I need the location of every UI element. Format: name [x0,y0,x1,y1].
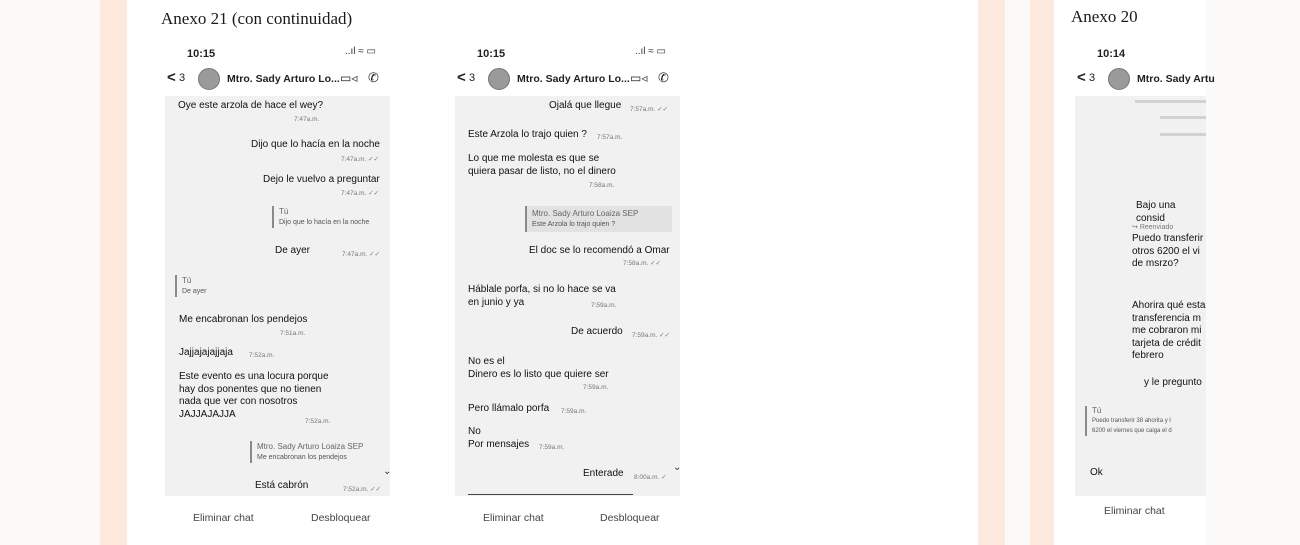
message-text: Pero llámalo porfa [468,403,550,414]
unblock-button[interactable]: Desbloquear [311,512,371,524]
message-time: 8:00a.m. ✓ [634,474,667,481]
message-time: 7:47a.m. [294,116,320,123]
status-time: 10:15 [187,48,216,60]
quote-text: Me encabronan los pendejos [257,454,347,461]
message-text: De acuerdo [571,326,623,337]
message-text: Me encabronan los pendejos [179,314,308,325]
chat-header [455,67,680,91]
message-time: 7:52a.m. ✓✓ [343,486,381,493]
quote-author: Tú [1092,406,1102,415]
back-chevron-icon[interactable]: < [167,69,176,86]
chat-header [1075,67,1300,91]
anexo-20-title: Anexo 20 [1071,7,1138,26]
quote-text: Dijo que lo hacía en la noche [279,219,370,226]
message-time: 7:59a.m. [583,384,609,391]
chat-area [1075,96,1206,496]
status-time: 10:14 [1097,48,1126,60]
scroll-down-chevron-icon[interactable]: ⌄ [383,466,392,477]
unblock-button[interactable]: Desbloquear [600,512,660,524]
message-text: Dijo que lo hacía en la noche [251,139,380,150]
forwarded-text: Reenviado [1139,224,1174,231]
message-time: 7:59a.m. [539,444,565,451]
message-text: Oye este arzola de hace el wey? [178,100,324,111]
status-time: 10:15 [477,48,506,60]
quote-text: De ayer [182,288,207,295]
unread-count: 3 [469,72,476,84]
message-text: No es el Dinero es lo listo que quiere ser [468,356,609,380]
message-text: Háblale porfa, si no lo hace se va en junio y ya [468,284,616,308]
phone-screenshot-1 [165,40,390,535]
phone-call-icon[interactable]: ✆ [368,70,379,85]
phone-screenshot-2 [455,40,680,535]
message-time: 7:51a.m. [280,330,306,337]
quoted-reply [272,206,389,228]
status-icons: ..ıl ≈ ▭ [634,46,666,57]
message-text: Enterade [583,468,624,479]
quoted-reply [175,275,302,297]
message-time: 7:59a.m. [561,408,587,415]
message-text: Lo que me molesta es que se quiera pasar de listo, no el dinero [468,153,616,177]
video-call-icon[interactable]: ▭◃ [630,71,648,85]
avatar[interactable] [198,68,220,90]
blurred-attachment-line [1135,100,1206,103]
unread-count: 3 [179,72,186,84]
quote-author: Mtro. Sady Arturo Loaiza SEP [257,442,364,451]
chat-area [165,96,390,496]
message-text: Está cabrón [255,480,309,491]
quoted-reply [525,206,672,232]
avatar[interactable] [488,68,510,90]
forwarded-label: ↪ Reenviado [1132,224,1174,231]
chat-header [165,67,390,91]
video-call-icon[interactable]: ▭◃ [340,71,358,85]
divider [468,494,633,495]
message-time: 7:57a.m. [597,134,623,141]
avatar[interactable] [1108,68,1130,90]
scroll-down-chevron-icon[interactable]: ⌄ [673,462,682,473]
delete-chat-button[interactable]: Eliminar chat [483,512,544,524]
message-text: Puedo transferir otros 6200 el vi de msrzo? [1132,233,1204,269]
chat-area [455,96,680,496]
contact-name[interactable]: Mtro. Sady Arturo Lo... [517,73,630,85]
quote-author: Tú [279,207,289,216]
message-text: Ojalá que llegue [549,100,622,111]
message-text: Jajjajajajjaja [179,347,233,358]
message-text: No Por mensajes [468,426,530,450]
phone-screenshot-3 [1075,40,1215,535]
message-text: El doc se lo recomendó a Omar [529,245,670,256]
message-text: Ok [1090,467,1103,478]
message-time: 7:47a.m. ✓✓ [341,156,379,163]
quoted-reply [250,441,387,463]
phone-call-icon[interactable]: ✆ [658,70,669,85]
message-text: y le pregunto [1144,377,1202,388]
message-text: Este Arzola lo trajo quien ? [468,129,587,140]
contact-name[interactable]: Mtro. Sady Arturo Lo... [227,73,340,85]
message-time: 7:58a.m. ✓✓ [623,260,661,267]
contact-name[interactable]: Mtro. Sady Artu [1137,73,1215,85]
message-time: 7:59a.m. ✓✓ [632,332,670,339]
status-icons: ..ıl ≈ ▭ [344,46,376,57]
back-chevron-icon[interactable]: < [457,69,466,86]
message-text: Bajo una consid [1136,200,1176,224]
blurred-attachment-line [1160,116,1206,119]
message-time: 7:59a.m. [591,302,617,309]
delete-chat-button[interactable]: Eliminar chat [1104,505,1165,517]
quote-text: Puedo transferir 38 ahorita y l 6200 el viernes que caiga el d [1092,418,1172,434]
blurred-attachment-line [1160,133,1206,136]
message-time: 7:47a.m. ✓✓ [341,190,379,197]
message-text: Dejo le vuelvo a preguntar [263,174,380,185]
anexo-21-title: Anexo 21 (con continuidad) [161,9,353,28]
quoted-reply [1085,406,1232,436]
back-chevron-icon[interactable]: < [1077,69,1086,86]
message-time: 7:47a.m. ✓✓ [342,251,380,258]
message-text: Ahorira qué esta transferencia m me cobraron mi tarjeta de crédit febrero [1132,300,1206,361]
quote-author: Mtro. Sady Arturo Loaiza SEP [532,209,639,218]
message-time: 7:52a.m. [305,418,331,425]
message-time: 7:58a.m. [589,182,615,189]
delete-chat-button[interactable]: Eliminar chat [193,512,254,524]
message-text: De ayer [275,245,311,256]
unread-count: 3 [1089,72,1096,84]
message-text: Este evento es una locura porque hay dos ponentes que no tienen nada que ver con nosotros JAJJAJAJJA [179,371,329,420]
message-time: 7:57a.m. ✓✓ [630,106,668,113]
quote-text: Este Arzola lo trajo quien ? [532,221,616,228]
message-time: 7:52a.m. [249,352,275,359]
quote-author: Tú [182,276,192,285]
